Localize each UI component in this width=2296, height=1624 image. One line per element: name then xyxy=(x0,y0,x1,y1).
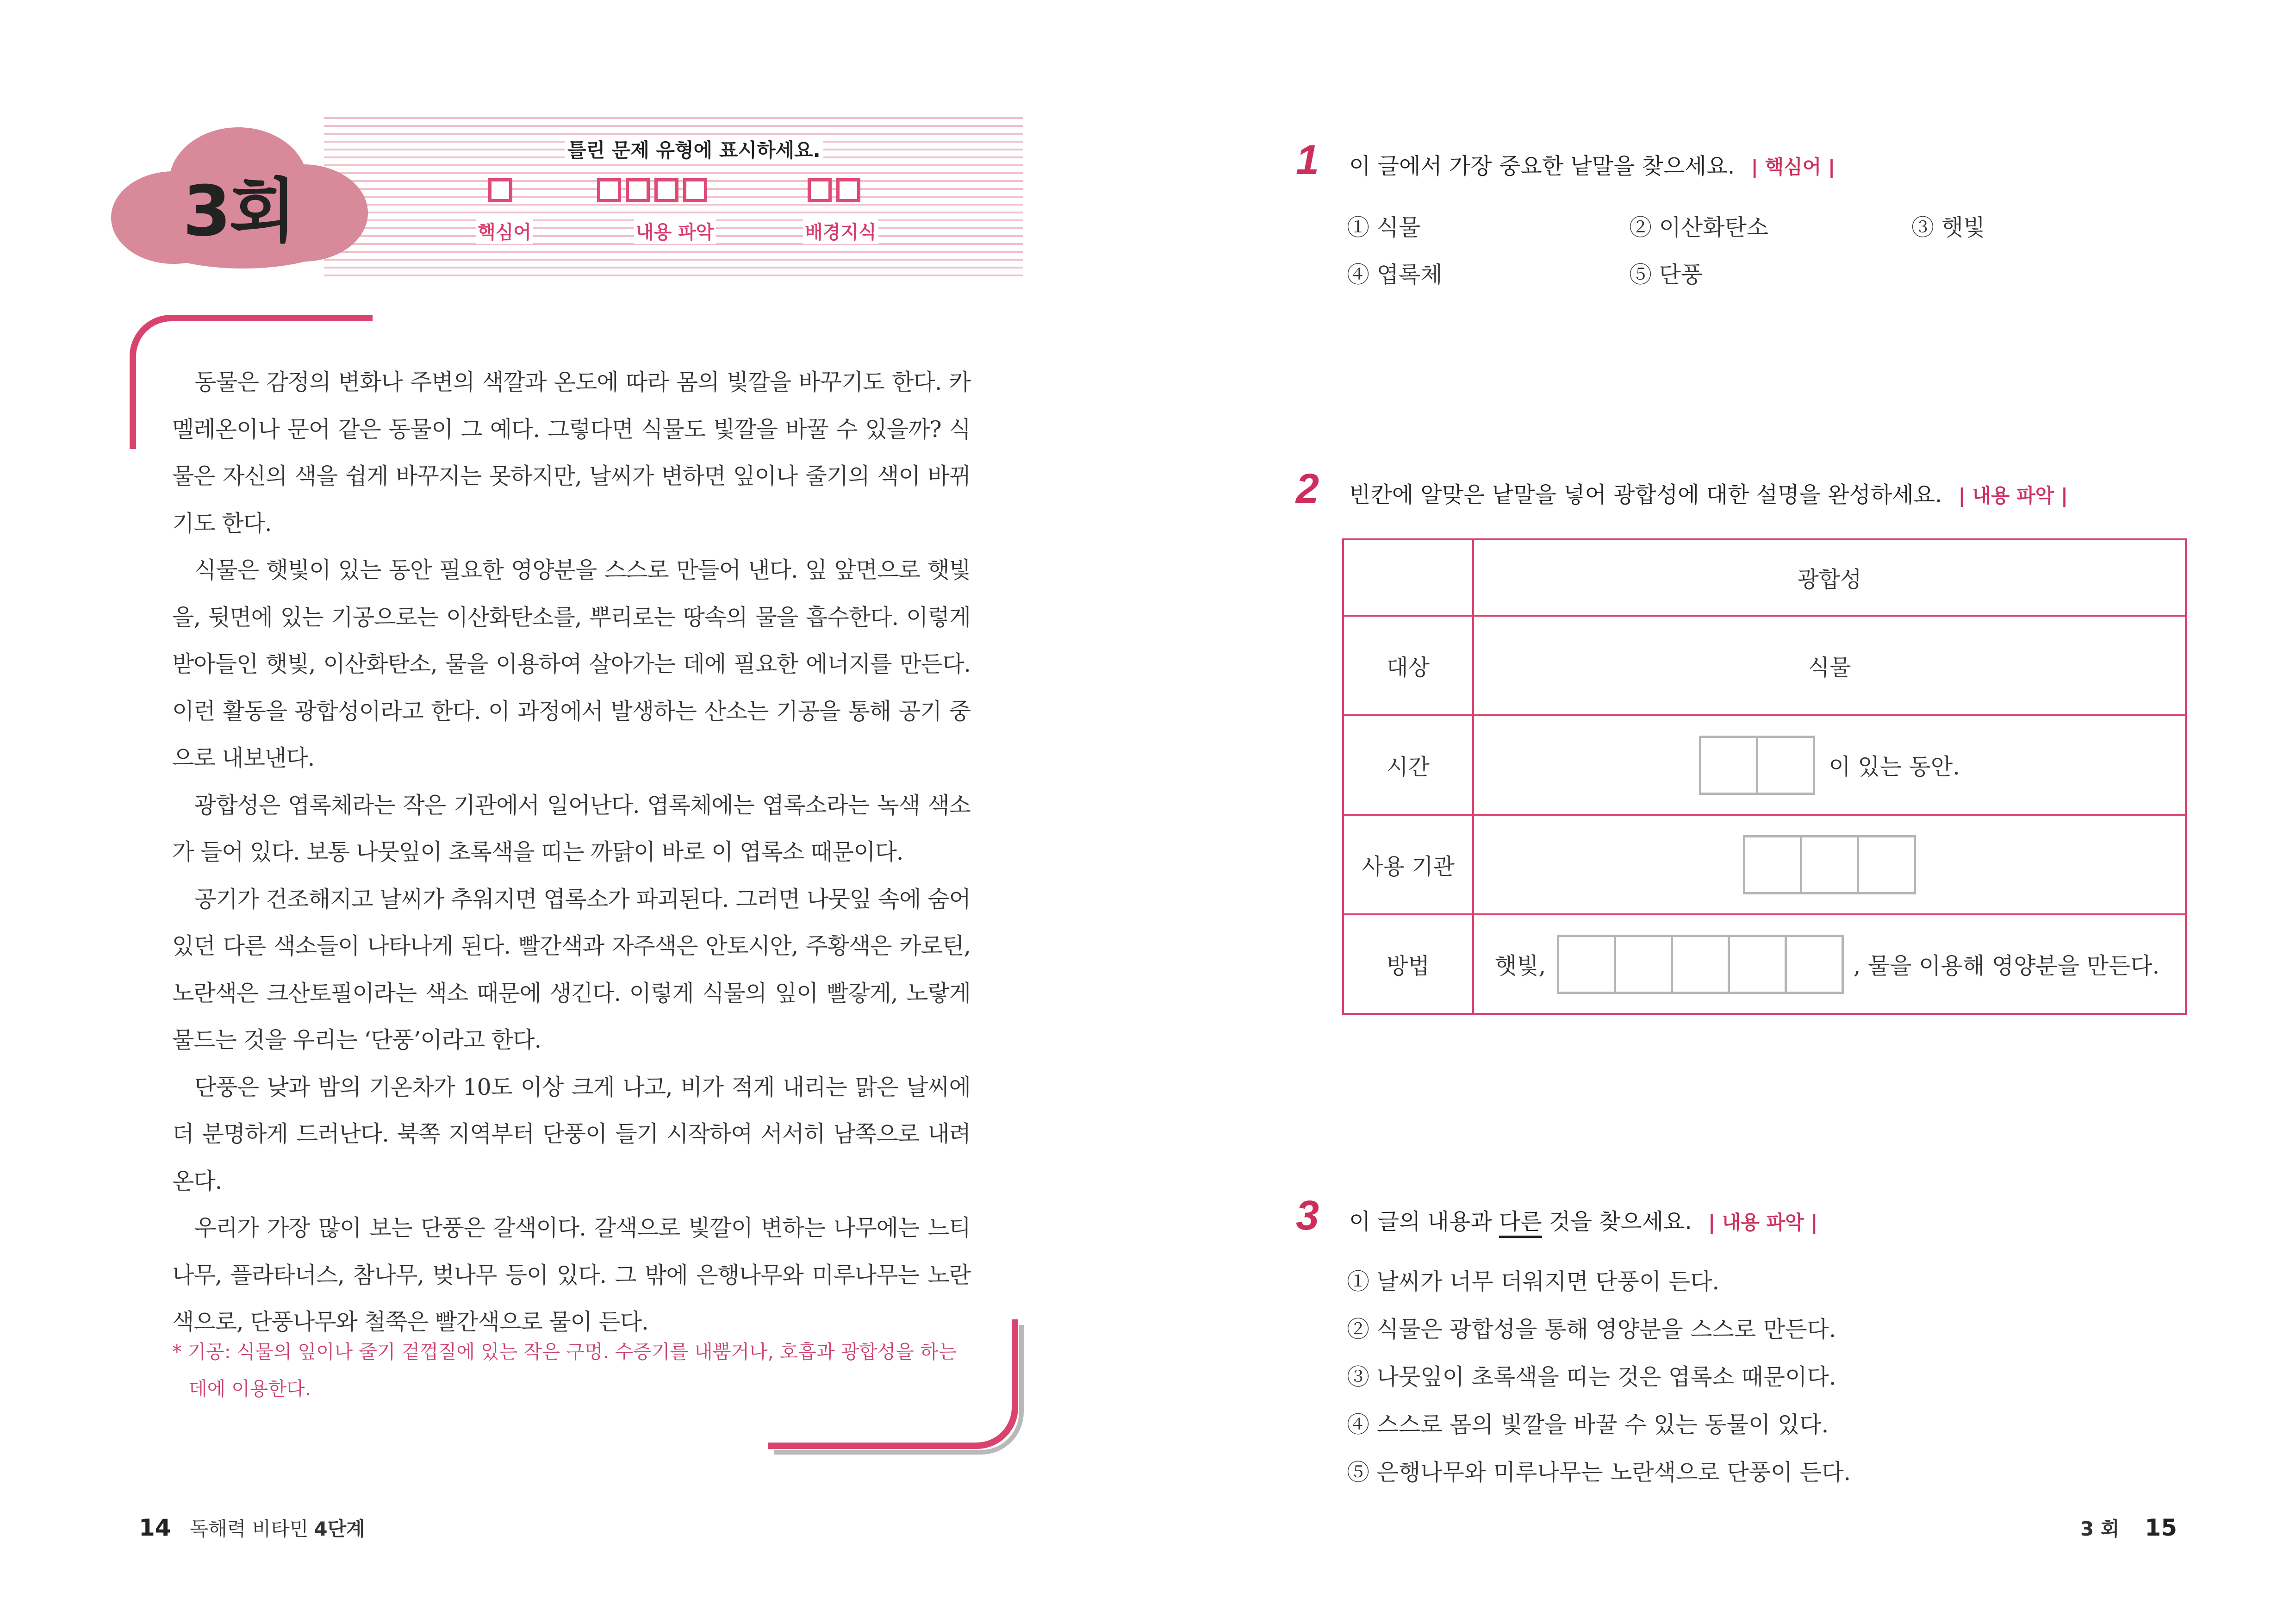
answer-box[interactable] xyxy=(1614,935,1673,994)
paragraph: 동물은 감정의 변화나 주변의 색깔과 온도에 따라 몸의 빛깔을 바꾸기도 한다. 카멜레온이나 문어 같은 동물이 그 예다. 그렇다면 식물도 빛깔을 바꿀 수 있을까? 식물은 자신의 색을 쉽게 바꾸지는 못하지만, 날씨가 변하면 잎이나 줄기의 색이 바뀌기도 한다. xyxy=(172,369,971,537)
row-label: 방법 xyxy=(1343,914,1473,1014)
paragraph: 단풍은 낮과 밤의 기온차가 10도 이상 크게 나고, 비가 적게 내리는 맑은 날씨에 더 분명하게 드러난다. 북쪽 지역부터 단풍이 들기 시작하여 서서히 남쪽으로 내려온다. xyxy=(172,1074,971,1194)
header-instruction: 틀린 문제 유형에 표시하세요. xyxy=(565,135,823,163)
page-number: 15 xyxy=(2145,1514,2178,1541)
label-background: 배경지식 xyxy=(803,218,878,244)
checkbox[interactable] xyxy=(597,178,621,202)
footer-left xyxy=(139,1514,365,1542)
checkbox-group-keyword xyxy=(488,178,512,202)
option[interactable]: ② 식물은 광합성을 통해 영양분을 스스로 만든다. xyxy=(1347,1316,1836,1343)
paragraph: 우리가 가장 많이 보는 단풍은 갈색이다. 갈색으로 빛깔이 변하는 나무에는 느티나무, 플라타너스, 참나무, 벚나무 등이 있다. 그 밖에 은행나무와 미루나무는 노란색으로, 단풍나무와 철쭉은 빨간색으로 물이 든다. xyxy=(172,1215,971,1335)
answer-boxes xyxy=(1743,835,1916,894)
row-suffix: , 물을 이용해 영양분을 만든다. xyxy=(1853,952,2160,979)
answer-box[interactable] xyxy=(1699,736,1758,795)
question-tag: | 내용 파악 | xyxy=(1958,484,2068,507)
question-tag: | 내용 파악 | xyxy=(1708,1211,1818,1234)
option[interactable]: ⑤ 은행나무와 미루나무는 노란색으로 단풍이 든다. xyxy=(1347,1459,1851,1486)
label-keyword: 핵심어 xyxy=(476,218,533,244)
option[interactable]: ④ 스스로 몸의 빛깔을 바꿀 수 있는 동물이 있다. xyxy=(1347,1412,1829,1438)
answer-box[interactable] xyxy=(1785,935,1844,994)
checkbox-group-background xyxy=(808,178,860,202)
question-3 xyxy=(1349,1204,1818,1236)
question-tag: | 핵심어 | xyxy=(1751,156,1836,178)
question-text: 것을 찾으세요. xyxy=(1542,1209,1692,1235)
option[interactable]: ⑤ 단풍 xyxy=(1629,262,1703,288)
option[interactable]: ③ 햇빛 xyxy=(1911,214,1985,241)
checkbox[interactable] xyxy=(836,178,860,202)
answer-box[interactable] xyxy=(1857,835,1916,894)
question-1 xyxy=(1349,148,1835,180)
checkbox[interactable] xyxy=(654,178,678,202)
row-answer-time xyxy=(1473,715,2186,815)
option[interactable]: ③ 나뭇잎이 초록색을 띠는 것은 엽록소 때문이다. xyxy=(1347,1364,1836,1390)
answer-boxes xyxy=(1557,935,1844,994)
paragraph: 식물은 햇빛이 있는 동안 필요한 영양분을 스스로 만들어 낸다. 잎 앞면으로 햇빛을, 뒷면에 있는 기공으로는 이산화탄소를, 뿌리로는 땅속의 물을 흡수한다. 이렇게 받아들인 햇빛, 이산화탄소, 물을 이용하여 살아가는 데에 필요한 에너지를 만든다. 이런 활동을 광합성이라고 한다. 이 과정에서 발생하는 산소는 기공을 통해 공기 중으로 내보낸다. xyxy=(172,557,971,771)
checkbox[interactable] xyxy=(683,178,707,202)
question-text: 빈칸에 알맞은 낱말을 넣어 광합성에 대한 설명을 완성하세요. xyxy=(1349,482,1942,508)
passage xyxy=(172,359,971,1346)
checkbox[interactable] xyxy=(626,178,650,202)
option[interactable]: ④ 엽록체 xyxy=(1347,262,1443,288)
answer-box[interactable] xyxy=(1671,935,1730,994)
question-text: 이 글에서 가장 중요한 낱말을 찾으세요. xyxy=(1349,153,1735,179)
checkbox[interactable] xyxy=(808,178,832,202)
question-number: 3 xyxy=(1296,1193,1319,1239)
row-label: 사용 기관 xyxy=(1343,815,1473,914)
book-title: 독해력 비타민 xyxy=(189,1518,309,1540)
answer-box[interactable] xyxy=(1756,736,1815,795)
answer-box[interactable] xyxy=(1728,935,1787,994)
question-emphasis: 다른 xyxy=(1499,1209,1542,1238)
answer-box[interactable] xyxy=(1557,935,1616,994)
table-corner xyxy=(1343,539,1473,616)
footnote-text: 기공: 식물의 잎이나 줄기 겉껍질에 있는 작은 구멍. 수증기를 내뿜거나, 호흡과 광합성을 하는 데에 이용한다. xyxy=(187,1341,957,1400)
answer-box[interactable] xyxy=(1743,835,1802,894)
footer-right xyxy=(2080,1514,2177,1542)
paragraph: 광합성은 엽록체라는 작은 기관에서 일어난다. 엽록체에는 엽록소라는 녹색 색소가 들어 있다. 보통 나뭇잎이 초록색을 띠는 까닭이 바로 이 엽록소 때문이다. xyxy=(172,792,971,865)
session-label: 3 회 xyxy=(2080,1518,2120,1540)
answer-box[interactable] xyxy=(1800,835,1859,894)
row-answer-organ xyxy=(1473,815,2186,914)
paragraph: 공기가 건조해지고 날씨가 추워지면 엽록소가 파괴된다. 그러면 나뭇잎 속에 숨어 있던 다른 색소들이 나타나게 된다. 빨간색과 자주색은 안토시안, 주황색은 카로틴, 노란색은 크산토필이라는 색소 때문에 생긴다. 이렇게 식물의 잎이 빨갛게, 노랗게 물드는 것을 우리는 ‘단풍’이라고 한다. xyxy=(172,886,971,1053)
row-value: 식물 xyxy=(1473,616,2186,715)
row-prefix: 햇빛, xyxy=(1495,952,1546,979)
table-header: 광합성 xyxy=(1473,539,2186,616)
row-suffix: 이 있는 동안. xyxy=(1829,753,1960,780)
question-number: 2 xyxy=(1296,466,1319,512)
row-answer-method xyxy=(1473,914,2186,1014)
option[interactable]: ① 날씨가 너무 더워지면 단풍이 든다. xyxy=(1347,1268,1720,1295)
option[interactable]: ① 식물 xyxy=(1347,214,1421,241)
photosynthesis-table xyxy=(1342,538,2187,1015)
question-number: 1 xyxy=(1296,137,1319,183)
checkbox[interactable] xyxy=(488,178,512,202)
page-number: 14 xyxy=(139,1514,171,1541)
row-label: 대상 xyxy=(1343,616,1473,715)
book-level: 4단계 xyxy=(314,1518,365,1540)
answer-boxes xyxy=(1699,736,1815,795)
session-title: 3회 xyxy=(183,171,295,252)
question-text: 이 글의 내용과 xyxy=(1349,1209,1499,1235)
footnote-star: * xyxy=(172,1341,182,1363)
checkbox-group-content xyxy=(597,178,707,202)
label-content: 내용 파악 xyxy=(634,218,716,244)
question-2 xyxy=(1349,477,2068,509)
row-label: 시간 xyxy=(1343,715,1473,815)
footnote xyxy=(172,1333,966,1407)
option[interactable]: ② 이산화탄소 xyxy=(1629,214,1769,241)
